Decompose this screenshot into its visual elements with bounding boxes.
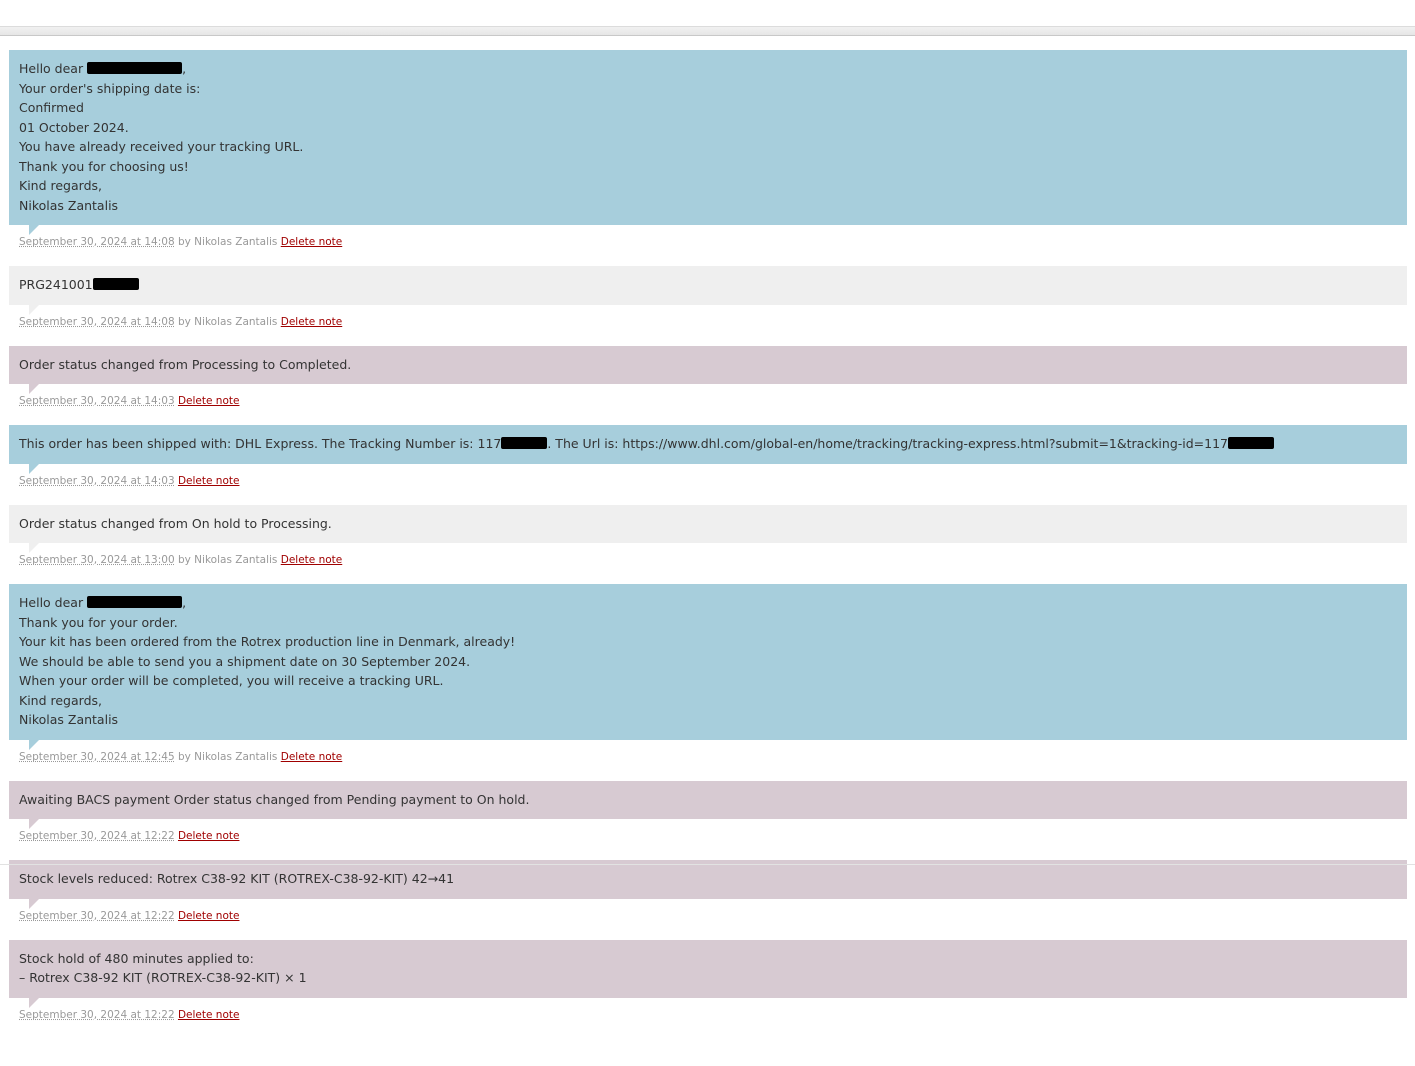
note-line: Confirmed [19,100,84,115]
note-line: PRG241001 [19,275,1397,295]
note-date: September 30, 2024 at 14:03 [19,395,175,407]
note-meta [9,464,1407,489]
order-notes-list [9,50,1407,1039]
note-author: by Nikolas Zantalis [177,236,278,248]
delete-note-link[interactable]: Delete note [177,395,240,407]
note-line: Your order's shipping date is: [19,80,201,96]
note-date: September 30, 2024 at 13:00 [19,554,175,566]
note-date: September 30, 2024 at 12:45 [19,750,175,763]
toolbar-shadow [0,27,1415,36]
divider [0,864,1415,865]
note-meta [9,819,1407,844]
note-meta [9,543,1407,568]
note-author: by Nikolas Zantalis [177,315,278,328]
order-note-system [9,346,1407,410]
note-line: Stock levels reduced: Rotrex C38-92 KIT (ROTREX-C38-92-KIT) 42→41 [19,871,455,886]
note-line: Thank you for choosing us! [19,158,189,174]
note-content [9,50,1407,225]
top-toolbar [0,0,1415,27]
note-line: Hello dear , [19,595,187,610]
note-line: Kind regards, [19,692,102,708]
redacted-name [87,596,182,608]
delete-note-link[interactable]: Delete note [280,750,343,763]
note-line: Awaiting BACS payment Order status changed from Pending payment to On hold. [19,791,530,807]
note-meta [9,305,1407,330]
note-line: Order status changed from On hold to Processing. [19,515,332,531]
redacted-tracking-id [1228,437,1274,449]
order-note-private [9,505,1407,569]
delete-note-link[interactable]: Delete note [280,315,343,328]
note-date: September 30, 2024 at 14:03 [19,474,175,487]
note-meta [9,899,1407,924]
note-line: We should be able to send you a shipment date on 30 September 2024. [19,653,471,669]
note-date: September 30, 2024 at 14:08 [19,236,175,248]
note-line: – Rotrex C38-92 KIT (ROTREX-C38-92-KIT) × 1 [19,970,307,985]
note-line: When your order will be completed, you will receive a tracking URL. [19,673,444,688]
redacted-tracking-number [501,437,547,449]
note-line: Nikolas Zantalis [19,197,119,213]
note-meta [9,384,1407,409]
note-author: by Nikolas Zantalis [177,750,278,763]
note-content [9,346,1407,385]
order-note-customer [9,584,1407,765]
delete-note-link[interactable]: Delete note [280,554,343,566]
order-note-system [9,781,1407,845]
note-line: Hello dear , [19,61,187,76]
note-line: Kind regards, [19,178,102,193]
note-author: by Nikolas Zantalis [177,554,278,566]
note-content [9,940,1407,998]
order-note-private [9,266,1407,330]
delete-note-link[interactable]: Delete note [177,1008,240,1021]
note-date: September 30, 2024 at 14:08 [19,315,175,328]
redacted-code [93,278,139,290]
note-meta [9,225,1407,250]
note-line: You have already received your tracking URL. [19,139,304,154]
note-content [9,860,1407,899]
order-note-system [9,860,1407,924]
note-date: September 30, 2024 at 12:22 [19,909,175,922]
note-line: Nikolas Zantalis [19,712,119,727]
note-content [9,505,1407,544]
delete-note-link[interactable]: Delete note [177,474,240,487]
note-meta [9,740,1407,765]
note-line: This order has been shipped with: DHL Express. The Tracking Number is: 117 . The Url is: https://www.dhl.com/global-en/home/tracking/tracking-express.html?submit=1&tracking-id=117 [19,434,1397,454]
note-content [9,425,1407,464]
note-line: Order status changed from Processing to Completed. [19,356,352,372]
order-note-customer [9,425,1407,489]
note-date: September 30, 2024 at 12:22 [19,1008,175,1021]
note-line: Stock hold of 480 minutes applied to: [19,950,254,966]
note-line: Thank you for your order. [19,614,178,630]
note-content [9,266,1407,305]
delete-note-link[interactable]: Delete note [177,909,240,922]
note-line: Your kit has been ordered from the Rotrex production line in Denmark, already! [19,634,516,649]
note-content [9,781,1407,820]
note-line: 01 October 2024. [19,119,129,135]
delete-note-link[interactable]: Delete note [280,236,343,248]
order-note-customer [9,50,1407,250]
note-date: September 30, 2024 at 12:22 [19,830,175,842]
order-note-system [9,940,1407,1023]
delete-note-link[interactable]: Delete note [177,830,240,842]
note-content [9,584,1407,740]
redacted-name [87,62,182,74]
note-meta [9,998,1407,1023]
